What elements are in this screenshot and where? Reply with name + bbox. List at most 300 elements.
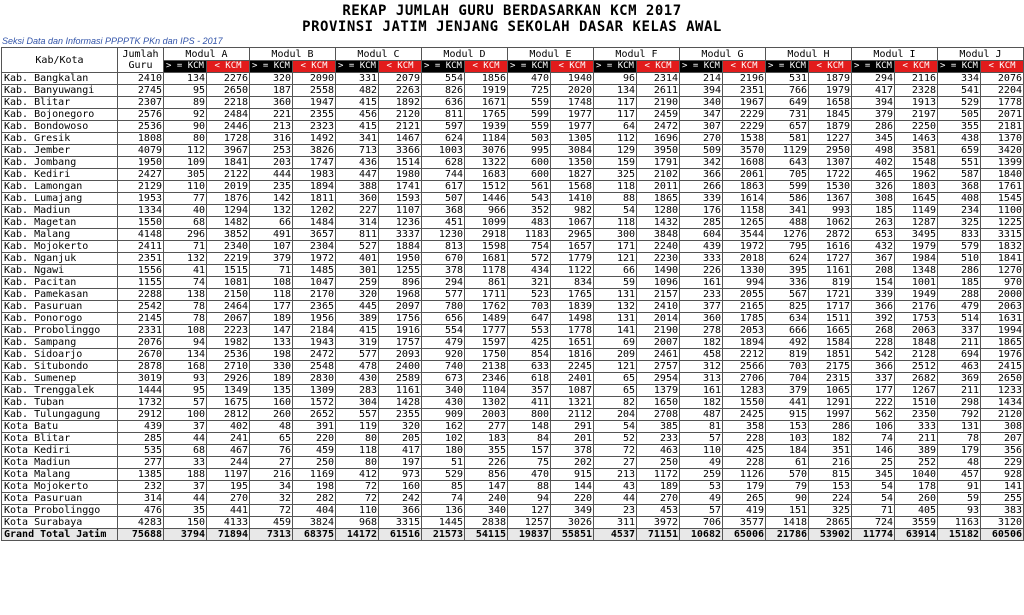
- kcm-value: 395: [766, 265, 809, 277]
- kcm-value: 2425: [723, 409, 766, 421]
- kcm-value: 2063: [981, 301, 1024, 313]
- kcm-value: 604: [680, 229, 723, 241]
- kcm-value: 780: [422, 301, 465, 313]
- kcm-value: 85: [422, 481, 465, 493]
- kcm-value: 2102: [637, 169, 680, 181]
- kcm-value: 2076: [981, 73, 1024, 85]
- kcm-value: 49: [680, 493, 723, 505]
- header-ge-kcm: > = KCM: [164, 61, 207, 73]
- header-lt-kcm: < KCM: [723, 61, 766, 73]
- kcm-value: 308: [981, 421, 1024, 433]
- kcm-value: 3967: [207, 145, 250, 157]
- kcm-value: 2464: [207, 301, 250, 313]
- teacher-count: 2745: [118, 85, 164, 97]
- table-row: [2, 337, 1024, 349]
- kcm-value: 498: [852, 145, 895, 157]
- kcm-value: 3315: [379, 517, 422, 529]
- kcm-value: 7313: [250, 529, 293, 541]
- kcm-value: 205: [379, 433, 422, 445]
- kcm-value: 118: [594, 217, 637, 229]
- kcm-value: 286: [852, 121, 895, 133]
- kcm-value: 1236: [379, 217, 422, 229]
- kcm-value: 1122: [551, 265, 594, 277]
- kcm-value: 430: [422, 397, 465, 409]
- kcm-value: 470: [508, 73, 551, 85]
- kcm-value: 577: [336, 349, 379, 361]
- kcm-value: 928: [981, 469, 1024, 481]
- kcm-value: 401: [336, 253, 379, 265]
- kcm-value: 270: [680, 133, 723, 145]
- kcm-value: 77: [164, 193, 207, 205]
- kcm-value: 1765: [465, 109, 508, 121]
- kcm-value: 1047: [293, 277, 336, 289]
- region-name: Kab. Tuban: [2, 397, 118, 409]
- header-module: Modul H: [766, 48, 852, 61]
- kcm-value: 108: [250, 277, 293, 289]
- header-lt-kcm: < KCM: [465, 61, 508, 73]
- kcm-value: 1841: [207, 157, 250, 169]
- header-ge-kcm: > = KCM: [250, 61, 293, 73]
- kcm-value: 417: [852, 85, 895, 97]
- kcm-value: 339: [852, 289, 895, 301]
- kcm-value: 1983: [293, 169, 336, 181]
- kcm-value: 1418: [766, 517, 809, 529]
- kcm-value: 127: [508, 505, 551, 517]
- kcm-value: 313: [680, 373, 723, 385]
- kcm-value: 551: [938, 157, 981, 169]
- kcm-value: 1972: [723, 241, 766, 253]
- kcm-value: 150: [164, 517, 207, 529]
- kcm-value: 417: [379, 445, 422, 457]
- table-row: [2, 361, 1024, 373]
- kcm-value: 392: [852, 313, 895, 325]
- kcm-value: 514: [938, 313, 981, 325]
- kcm-value: 1803: [895, 181, 938, 193]
- kcm-value: 360: [336, 193, 379, 205]
- kcm-value: 60506: [981, 529, 1024, 541]
- kcm-value: 1257: [508, 517, 551, 529]
- kcm-value: 1492: [293, 133, 336, 145]
- kcm-value: 2229: [723, 121, 766, 133]
- kcm-value: 1865: [637, 193, 680, 205]
- kcm-value: 1370: [981, 133, 1024, 145]
- kcm-value: 160: [379, 481, 422, 493]
- kcm-value: 80: [336, 433, 379, 445]
- kcm-value: 459: [293, 445, 336, 457]
- table-row: [2, 301, 1024, 313]
- kcm-value: 3570: [723, 145, 766, 157]
- kcm-value: 107: [250, 241, 293, 253]
- kcm-value: 72: [336, 481, 379, 493]
- teacher-count: 1155: [118, 277, 164, 289]
- kcm-value: 505: [938, 109, 981, 121]
- kcm-value: 1950: [379, 253, 422, 265]
- kcm-value: 2197: [895, 109, 938, 121]
- kcm-value: 3076: [465, 145, 508, 157]
- region-name: Kab. Jombang: [2, 157, 118, 169]
- kcm-value: 59: [594, 277, 637, 289]
- kcm-value: 69: [594, 337, 637, 349]
- source-note: Seksi Data dan Informasi PPPPTK PKn dan IPS - 2017: [2, 36, 223, 46]
- kcm-value: 301: [336, 265, 379, 277]
- kcm-value: 198: [250, 349, 293, 361]
- kcm-value: 320: [379, 421, 422, 433]
- kcm-value: 3848: [637, 229, 680, 241]
- kcm-value: 2175: [809, 361, 852, 373]
- kcm-value: 529: [938, 97, 981, 109]
- header-ge-kcm: > = KCM: [766, 61, 809, 73]
- kcm-value: 438: [938, 133, 981, 145]
- kcm-value: 76: [250, 445, 293, 457]
- kcm-value: 250: [637, 457, 680, 469]
- kcm-value: 184: [766, 445, 809, 457]
- region-name: Kab. Magetan: [2, 217, 118, 229]
- kcm-value: 2304: [293, 241, 336, 253]
- kcm-value: 110: [680, 445, 723, 457]
- header-module: Modul A: [164, 48, 250, 61]
- kcm-value: 465: [852, 169, 895, 181]
- kcm-value: 2706: [723, 373, 766, 385]
- kcm-value: 2150: [207, 289, 250, 301]
- kcm-value: 896: [379, 277, 422, 289]
- kcm-value: 1856: [465, 73, 508, 85]
- kcm-value: 2355: [379, 409, 422, 421]
- kcm-value: 833: [938, 229, 981, 241]
- kcm-value: 2138: [465, 361, 508, 373]
- kcm-value: 2219: [207, 253, 250, 265]
- kcm-value: 670: [422, 253, 465, 265]
- kcm-value: 1913: [895, 97, 938, 109]
- kcm-value: 2190: [637, 97, 680, 109]
- table-row: [2, 325, 1024, 337]
- kcm-value: 188: [164, 469, 207, 481]
- kcm-value: 300: [594, 229, 637, 241]
- kcm-value: 2121: [379, 121, 422, 133]
- kcm-value: 394: [852, 97, 895, 109]
- kcm-value: 2170: [293, 289, 336, 301]
- kcm-value: 1631: [981, 313, 1024, 325]
- kcm-value: 1104: [465, 385, 508, 397]
- teacher-count: 476: [118, 505, 164, 517]
- kcm-value: 216: [250, 469, 293, 481]
- kcm-value: 2063: [895, 325, 938, 337]
- kcm-value: 41: [164, 265, 207, 277]
- report-subtitle: PROVINSI JATIM JENJANG SEKOLAH DASAR KELAS AWAL: [302, 19, 722, 35]
- teacher-count: 1556: [118, 265, 164, 277]
- kcm-value: 71151: [637, 529, 680, 541]
- kcm-value: 286: [938, 265, 981, 277]
- teacher-count: 1953: [118, 193, 164, 205]
- kcm-value: 1972: [293, 253, 336, 265]
- kcm-value: 277: [465, 421, 508, 433]
- kcm-value: 2401: [551, 373, 594, 385]
- kcm-value: 559: [508, 121, 551, 133]
- kcm-value: 586: [766, 193, 809, 205]
- kcm-value: 88: [594, 193, 637, 205]
- kcm-value: 1467: [379, 133, 422, 145]
- kcm-value: 617: [422, 181, 465, 193]
- kcm-value: 288: [938, 289, 981, 301]
- kcm-value: 368: [422, 205, 465, 217]
- kcm-value: 559: [508, 97, 551, 109]
- kcm-value: 19837: [508, 529, 551, 541]
- kcm-value: 179: [723, 481, 766, 493]
- kcm-value: 92: [164, 109, 207, 121]
- kcm-value: 183: [465, 433, 508, 445]
- kcm-value: 14172: [336, 529, 379, 541]
- teacher-count: 2542: [118, 301, 164, 313]
- region-name: Kab. Kediri: [2, 169, 118, 181]
- region-name: Grand Total Jatim: [2, 529, 118, 541]
- kcm-value: 970: [981, 277, 1024, 289]
- kcm-value: 209: [594, 349, 637, 361]
- kcm-value: 1410: [551, 193, 594, 205]
- kcm-value: 3972: [637, 517, 680, 529]
- kcm-value: 53902: [809, 529, 852, 541]
- kcm-value: 634: [766, 313, 809, 325]
- kcm-value: 71: [164, 241, 207, 253]
- kcm-value: 1183: [508, 229, 551, 241]
- kcm-value: 234: [938, 205, 981, 217]
- kcm-value: 40: [164, 205, 207, 217]
- kcm-value: 278: [680, 325, 723, 337]
- kcm-value: 112: [594, 133, 637, 145]
- report-title: REKAP JUMLAH GURU BERDASARKAN KCM 2017: [342, 3, 682, 19]
- kcm-value: 214: [680, 73, 723, 85]
- kcm-value: 388: [336, 181, 379, 193]
- kcm-value: 1230: [422, 229, 465, 241]
- kcm-value: 57: [164, 397, 207, 409]
- kcm-value: 2128: [895, 349, 938, 361]
- kcm-value: 1845: [809, 109, 852, 121]
- kcm-value: 90: [164, 121, 207, 133]
- kcm-value: 456: [336, 109, 379, 121]
- kcm-value: 131: [594, 313, 637, 325]
- kcm-value: 2415: [981, 361, 1024, 373]
- header-lt-kcm: < KCM: [207, 61, 250, 73]
- kcm-value: 161: [680, 385, 723, 397]
- kcm-value: 447: [336, 169, 379, 181]
- table-row: [2, 109, 1024, 121]
- kcm-value: 185: [938, 277, 981, 289]
- teacher-count: 2288: [118, 289, 164, 301]
- kcm-value: 2484: [207, 109, 250, 121]
- teacher-count: 75688: [118, 529, 164, 541]
- kcm-value: 811: [422, 109, 465, 121]
- region-name: Kab. Probolinggo: [2, 325, 118, 337]
- header-module: Modul E: [508, 48, 594, 61]
- kcm-value: 71894: [207, 529, 250, 541]
- kcm-value: 2589: [379, 373, 422, 385]
- kcm-value: 132: [250, 205, 293, 217]
- kcm-value: 1321: [551, 397, 594, 409]
- kcm-value: 1184: [465, 133, 508, 145]
- kcm-value: 1750: [465, 349, 508, 361]
- kcm-value: 419: [723, 505, 766, 517]
- region-name: Kab. Malang: [2, 229, 118, 241]
- kcm-value: 2000: [981, 289, 1024, 301]
- kcm-value: 378: [551, 445, 594, 457]
- kcm-value: 432: [852, 241, 895, 253]
- kcm-value: 2181: [981, 121, 1024, 133]
- kcm-value: 65: [594, 373, 637, 385]
- kcm-value: 37: [164, 481, 207, 493]
- teacher-count: 439: [118, 421, 164, 433]
- kcm-value: 2950: [809, 145, 852, 157]
- kcm-value: 189: [250, 373, 293, 385]
- kcm-value: 1349: [207, 385, 250, 397]
- kcm-value: 266: [680, 181, 723, 193]
- kcm-value: 59: [938, 493, 981, 505]
- kcm-value: 208: [852, 265, 895, 277]
- kcm-value: 34: [250, 481, 293, 493]
- kcm-value: 187: [250, 85, 293, 97]
- kcm-value: 2965: [551, 229, 594, 241]
- kcm-value: 15182: [938, 529, 981, 541]
- kcm-value: 491: [250, 229, 293, 241]
- kcm-value: 1711: [465, 289, 508, 301]
- kcm-value: 1997: [809, 409, 852, 421]
- kcm-value: 482: [336, 85, 379, 97]
- region-name: Kota Probolinggo: [2, 505, 118, 517]
- kcm-value: 319: [336, 337, 379, 349]
- region-name: Kab. Sumenep: [2, 373, 118, 385]
- kcm-value: 146: [852, 445, 895, 457]
- kcm-value: 55851: [551, 529, 594, 541]
- kcm-value: 2250: [895, 121, 938, 133]
- kcm-value: 1982: [207, 337, 250, 349]
- kcm-value: 3824: [293, 517, 336, 529]
- header-lt-kcm: < KCM: [551, 61, 594, 73]
- kcm-value: 453: [637, 505, 680, 517]
- kcm-value: 2708: [637, 409, 680, 421]
- region-name: Kota Malang: [2, 469, 118, 481]
- kcm-value: 103: [766, 433, 809, 445]
- teacher-count: 2076: [118, 337, 164, 349]
- region-name: Kab. Bojonegoro: [2, 109, 118, 121]
- kcm-value: 2184: [293, 325, 336, 337]
- kcm-value: 1717: [809, 301, 852, 313]
- kcm-value: 2071: [981, 109, 1024, 121]
- kcm-value: 135: [250, 385, 293, 397]
- kcm-value: 321: [508, 277, 551, 289]
- kcm-value: 425: [723, 445, 766, 457]
- kcm-value: 2954: [637, 373, 680, 385]
- kcm-value: 74: [852, 433, 895, 445]
- region-name: Kab. Sampang: [2, 337, 118, 349]
- kcm-value: 3084: [551, 145, 594, 157]
- kcm-value: 1777: [465, 325, 508, 337]
- kcm-value: 1658: [809, 97, 852, 109]
- kcm-value: 2055: [723, 289, 766, 301]
- kcm-value: 360: [250, 97, 293, 109]
- kcm-value: 1665: [809, 325, 852, 337]
- kcm-value: 213: [250, 121, 293, 133]
- kcm-value: 3337: [379, 229, 422, 241]
- kcm-value: 340: [465, 505, 508, 517]
- kcm-value: 459: [250, 517, 293, 529]
- teacher-count: 535: [118, 445, 164, 457]
- header-kab-kota: Kab/Kota: [2, 48, 118, 73]
- teacher-count: 2427: [118, 169, 164, 181]
- kcm-value: 439: [680, 241, 723, 253]
- kcm-value: 379: [852, 109, 895, 121]
- kcm-value: 121: [594, 361, 637, 373]
- kcm-value: 744: [422, 169, 465, 181]
- kcm-value: 61: [766, 457, 809, 469]
- kcm-value: 2812: [207, 409, 250, 421]
- kcm-value: 666: [766, 325, 809, 337]
- region-name: Kab. Trenggalek: [2, 385, 118, 397]
- teacher-count: 1444: [118, 385, 164, 397]
- kcm-value: 825: [766, 301, 809, 313]
- kcm-value: 1778: [551, 325, 594, 337]
- kcm-value: 358: [723, 421, 766, 433]
- kcm-value: 854: [508, 349, 551, 361]
- kcm-value: 1593: [379, 193, 422, 205]
- kcm-value: 52: [594, 433, 637, 445]
- kcm-value: 1001: [895, 277, 938, 289]
- kcm-value: 725: [508, 85, 551, 97]
- region-name: Kab. Pacitan: [2, 277, 118, 289]
- kcm-value: 2830: [293, 373, 336, 385]
- kcm-value: 1728: [207, 133, 250, 145]
- kcm-value: 1894: [723, 337, 766, 349]
- kcm-value: 3794: [164, 529, 207, 541]
- kcm-value: 355: [938, 121, 981, 133]
- kcm-value: 649: [766, 97, 809, 109]
- kcm-value: 2014: [637, 313, 680, 325]
- kcm-value: 216: [809, 457, 852, 469]
- kcm-value: 1947: [293, 97, 336, 109]
- table-row: [2, 157, 1024, 169]
- kcm-value: 1650: [637, 397, 680, 409]
- kcm-value: 377: [680, 301, 723, 313]
- kcm-value: 1267: [895, 385, 938, 397]
- kcm-value: 260: [895, 493, 938, 505]
- kcm-value: 133: [250, 337, 293, 349]
- kcm-value: 106: [852, 421, 895, 433]
- kcm-value: 834: [551, 277, 594, 289]
- table-row: [2, 409, 1024, 421]
- header-lt-kcm: < KCM: [981, 61, 1024, 73]
- kcm-value: 57: [680, 433, 723, 445]
- kcm-value: 599: [766, 181, 809, 193]
- kcm-value: 180: [422, 445, 465, 457]
- kcm-value: 3420: [981, 145, 1024, 157]
- kcm-value: 1065: [809, 385, 852, 397]
- teacher-count: 2351: [118, 253, 164, 265]
- kcm-value: 1943: [293, 337, 336, 349]
- kcm-value: 2120: [981, 409, 1024, 421]
- kcm-value: 177: [852, 385, 895, 397]
- kcm-value: 65: [594, 385, 637, 397]
- kcm-value: 383: [981, 505, 1024, 517]
- kcm-value: 415: [336, 325, 379, 337]
- kcm-value: 1322: [465, 157, 508, 169]
- kcm-value: 1081: [207, 277, 250, 289]
- kcm-value: 1727: [809, 253, 852, 265]
- region-name: Kota Madiun: [2, 457, 118, 469]
- kcm-value: 1233: [981, 385, 1024, 397]
- region-name: Kab. Blitar: [2, 97, 118, 109]
- kcm-value: 1445: [422, 517, 465, 529]
- kcm-value: 3950: [637, 145, 680, 157]
- kcm-value: 385: [637, 421, 680, 433]
- header-lt-kcm: < KCM: [809, 61, 852, 73]
- kcm-value: 211: [938, 337, 981, 349]
- kcm-value: 554: [422, 73, 465, 85]
